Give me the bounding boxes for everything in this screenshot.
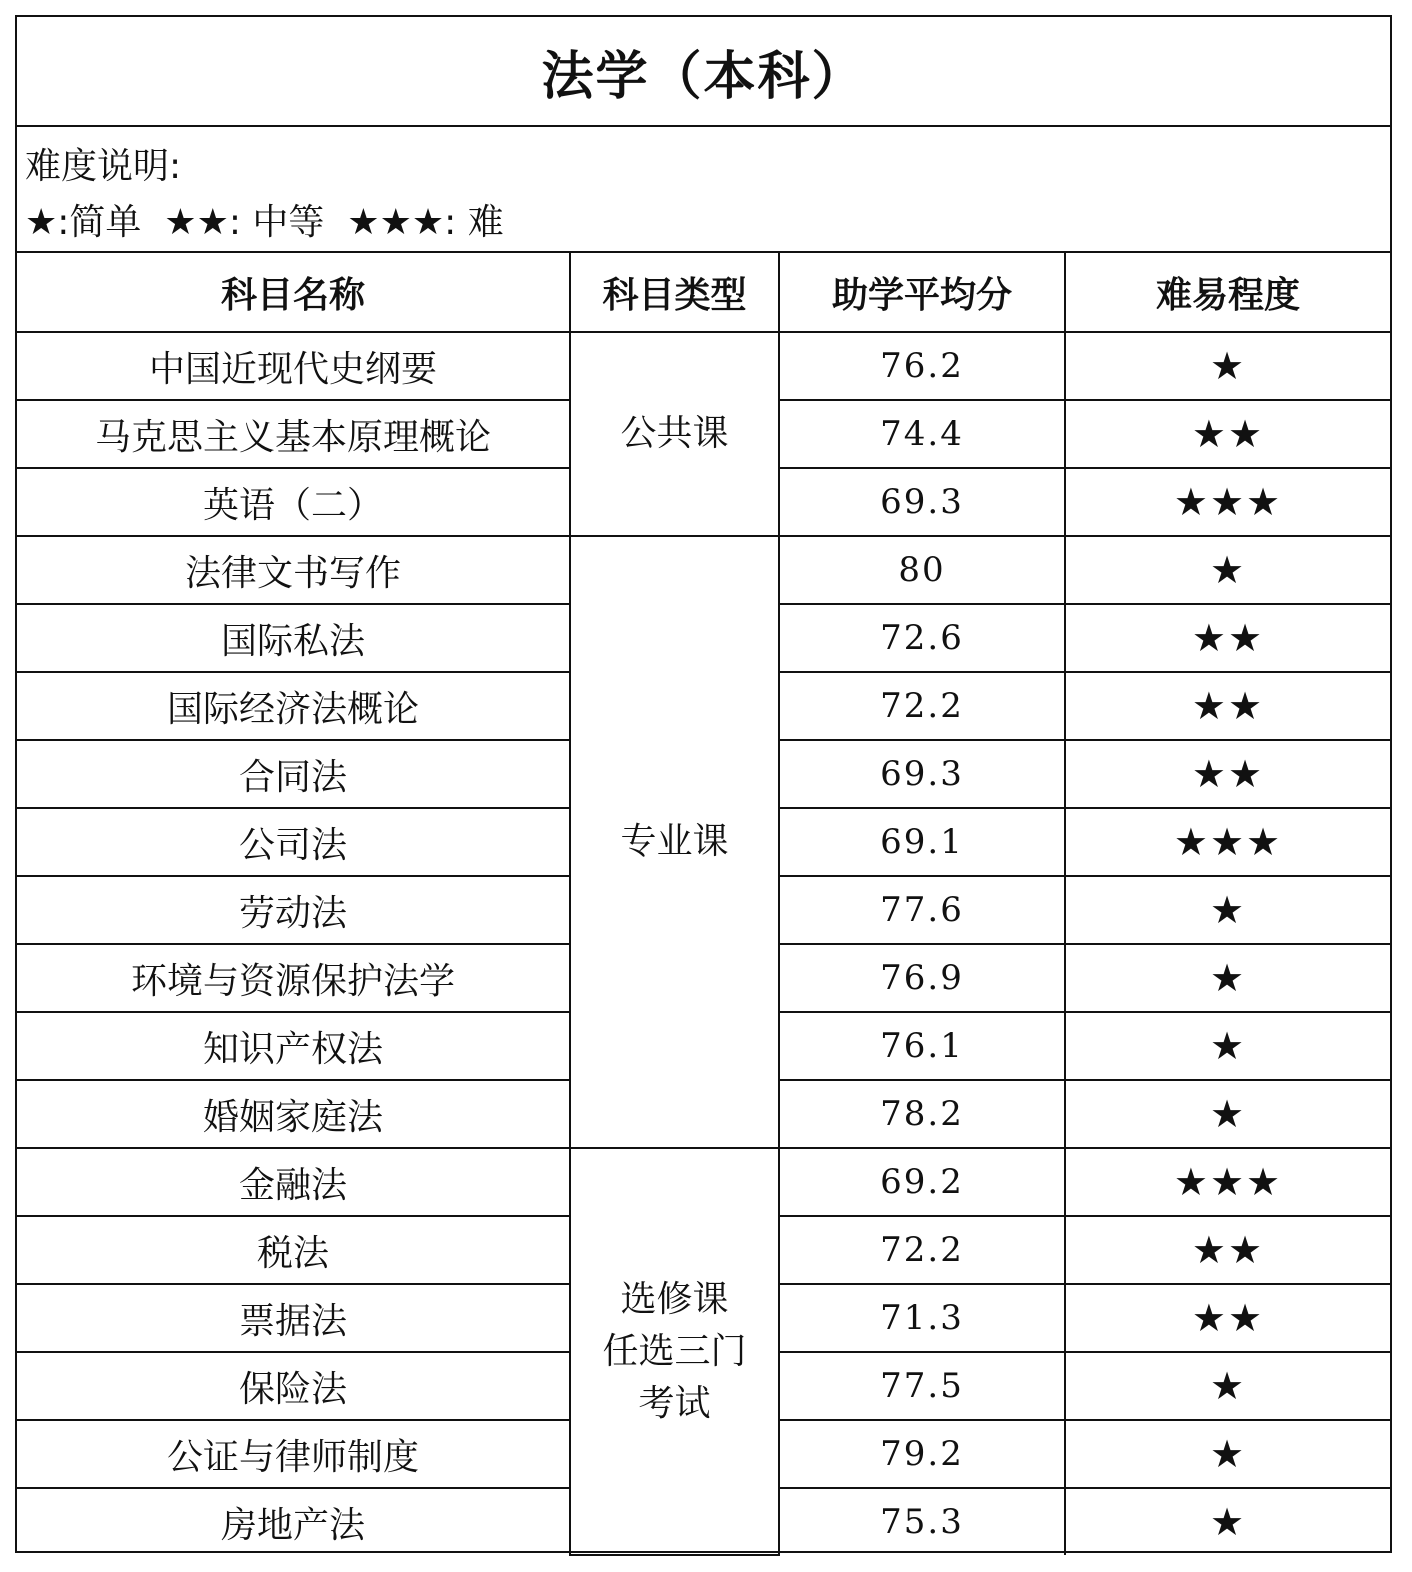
- average-score-cell: 69.3: [779, 468, 1065, 536]
- legend-heading: 难度说明:: [25, 146, 182, 187]
- header-subject-name: 科目名称: [17, 253, 570, 332]
- subject-name-cell: 劳动法: [17, 876, 570, 944]
- average-score-cell: 69.3: [779, 740, 1065, 808]
- average-score-cell: 76.2: [779, 332, 1065, 400]
- header-difficulty: 难易程度: [1065, 253, 1390, 332]
- subject-name-cell: 法律文书写作: [17, 536, 570, 604]
- subject-name-cell: 税法: [17, 1216, 570, 1284]
- average-score-cell: 80: [779, 536, 1065, 604]
- average-score-cell: 74.4: [779, 400, 1065, 468]
- difficulty-stars-cell: ★★: [1065, 604, 1390, 672]
- subject-name-cell: 保险法: [17, 1352, 570, 1420]
- table-row: [17, 536, 1390, 604]
- subject-name-cell: 票据法: [17, 1284, 570, 1352]
- difficulty-stars-cell: ★★: [1065, 400, 1390, 468]
- difficulty-stars-cell: ★★★: [1065, 468, 1390, 536]
- average-score-cell: 75.3: [779, 1488, 1065, 1555]
- table-row: [17, 1148, 1390, 1216]
- header-average-score: 助学平均分: [779, 253, 1065, 332]
- subject-name-cell: 马克思主义基本原理概论: [17, 400, 570, 468]
- difficulty-stars-cell: ★: [1065, 536, 1390, 604]
- subject-name-cell: 环境与资源保护法学: [17, 944, 570, 1012]
- difficulty-stars-cell: ★: [1065, 876, 1390, 944]
- average-score-cell: 76.9: [779, 944, 1065, 1012]
- subject-name-cell: 金融法: [17, 1148, 570, 1216]
- subject-name-cell: 合同法: [17, 740, 570, 808]
- header-subject-type: 科目类型: [570, 253, 779, 332]
- difficulty-stars-cell: ★: [1065, 1080, 1390, 1148]
- course-table: [17, 253, 1390, 1556]
- subject-name-cell: 英语（二）: [17, 468, 570, 536]
- average-score-cell: 79.2: [779, 1420, 1065, 1488]
- difficulty-stars-cell: ★: [1065, 1352, 1390, 1420]
- subject-name-cell: 房地产法: [17, 1488, 570, 1555]
- table-header-row: [17, 253, 1390, 332]
- subject-type-cell: 选修课 任选三门 考试: [570, 1148, 779, 1555]
- course-sheet: [15, 15, 1392, 1553]
- average-score-cell: 77.5: [779, 1352, 1065, 1420]
- page-title: 法学（本科）: [17, 17, 1390, 127]
- difficulty-stars-cell: ★: [1065, 1420, 1390, 1488]
- difficulty-stars-cell: ★: [1065, 1012, 1390, 1080]
- legend-line: ★:简单 ★★: 中等 ★★★: 难: [25, 202, 504, 243]
- average-score-cell: 71.3: [779, 1284, 1065, 1352]
- difficulty-stars-cell: ★★: [1065, 1216, 1390, 1284]
- average-score-cell: 76.1: [779, 1012, 1065, 1080]
- subject-name-cell: 中国近现代史纲要: [17, 332, 570, 400]
- average-score-cell: 72.2: [779, 1216, 1065, 1284]
- table-row: [17, 332, 1390, 400]
- difficulty-stars-cell: ★★★: [1065, 1148, 1390, 1216]
- difficulty-stars-cell: ★: [1065, 332, 1390, 400]
- average-score-cell: 69.2: [779, 1148, 1065, 1216]
- table-body: [17, 332, 1390, 1555]
- average-score-cell: 77.6: [779, 876, 1065, 944]
- difficulty-legend: [17, 127, 1390, 253]
- difficulty-stars-cell: ★★: [1065, 1284, 1390, 1352]
- difficulty-stars-cell: ★: [1065, 944, 1390, 1012]
- subject-name-cell: 公证与律师制度: [17, 1420, 570, 1488]
- difficulty-stars-cell: ★: [1065, 1488, 1390, 1555]
- subject-name-cell: 婚姻家庭法: [17, 1080, 570, 1148]
- subject-name-cell: 国际经济法概论: [17, 672, 570, 740]
- subject-type-cell: 专业课: [570, 536, 779, 1148]
- average-score-cell: 72.6: [779, 604, 1065, 672]
- subject-name-cell: 知识产权法: [17, 1012, 570, 1080]
- difficulty-stars-cell: ★★: [1065, 672, 1390, 740]
- subject-type-cell: 公共课: [570, 332, 779, 536]
- difficulty-stars-cell: ★★★: [1065, 808, 1390, 876]
- subject-name-cell: 国际私法: [17, 604, 570, 672]
- average-score-cell: 72.2: [779, 672, 1065, 740]
- subject-name-cell: 公司法: [17, 808, 570, 876]
- average-score-cell: 78.2: [779, 1080, 1065, 1148]
- difficulty-stars-cell: ★★: [1065, 740, 1390, 808]
- average-score-cell: 69.1: [779, 808, 1065, 876]
